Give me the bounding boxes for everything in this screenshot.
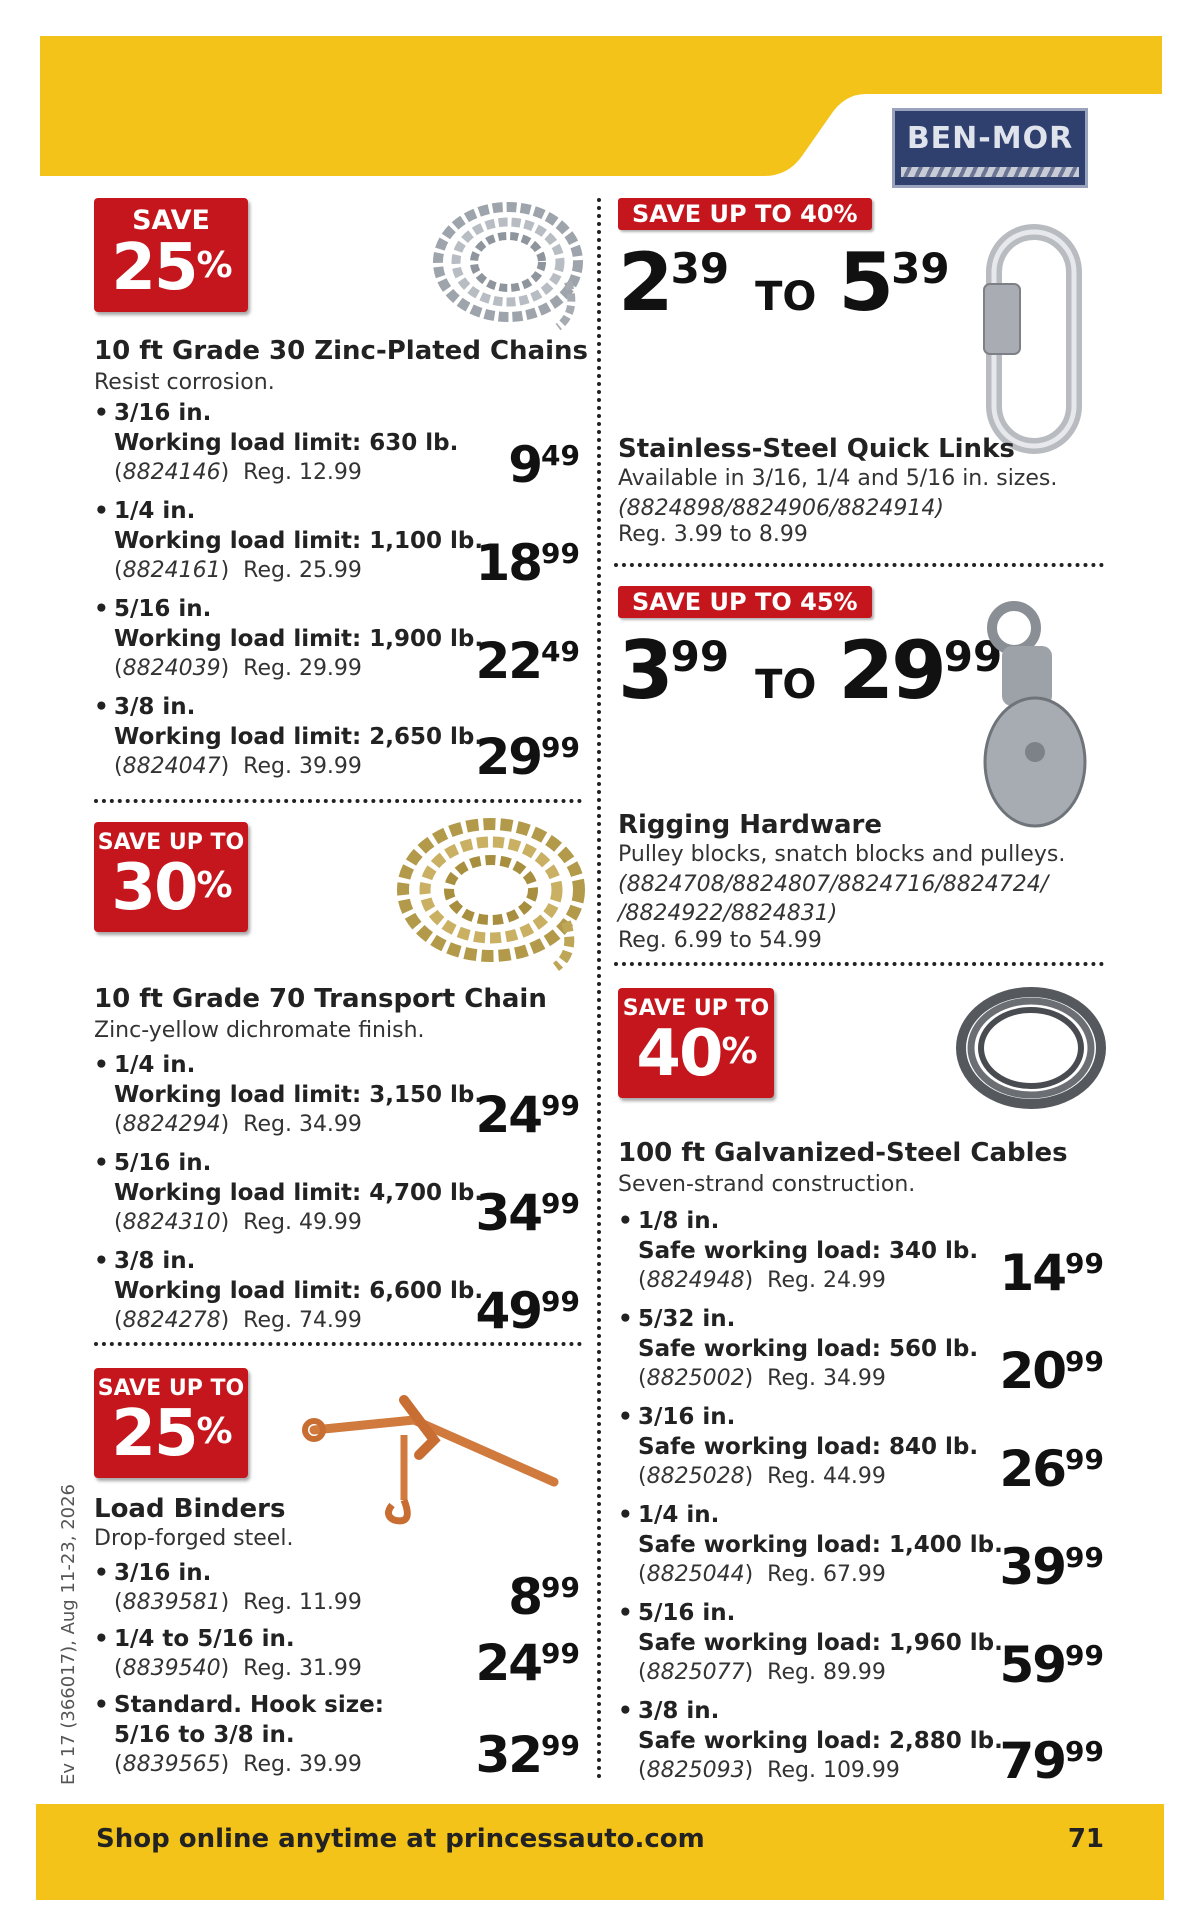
section-divider — [614, 563, 1104, 567]
save-ribbon: SAVE UP TO 45% — [618, 586, 872, 618]
save-badge: SAVE UP TO 30% — [94, 822, 248, 932]
product-skus: (8824708/8824807/8824716/8824724/ /8824922/8824831) — [618, 872, 1049, 926]
product-option: • 5/16 in. Safe working load: 1,960 lb. (8825077) Reg. 89.99 — [618, 1598, 1118, 1688]
price: 899 — [508, 1568, 580, 1626]
section-divider — [94, 1342, 582, 1346]
product-description: Resist corrosion. — [94, 370, 275, 395]
save-badge: SAVE 25% — [94, 198, 248, 312]
product-option: • 1/8 in. Safe working load: 340 lb. (8824948) Reg. 24.99 — [618, 1206, 1118, 1296]
zinc-chain-image — [428, 192, 588, 336]
cable-coil-image — [956, 986, 1106, 1114]
price: 1899 — [475, 534, 580, 592]
price: 7999 — [999, 1732, 1104, 1790]
product-option: • 3/8 in. Working load limit: 6,600 lb. (8824278) Reg. 74.99 — [94, 1246, 594, 1336]
product-option: • 1/4 in. Safe working load: 1,400 lb. (8825044) Reg. 67.99 — [618, 1500, 1118, 1590]
product-title: 10 ft Grade 70 Transport Chain — [94, 984, 547, 1014]
section-divider — [94, 799, 582, 803]
product-description: Seven-strand construction. — [618, 1172, 916, 1197]
price: 2499 — [475, 1086, 580, 1144]
price: 3499 — [475, 1184, 580, 1242]
product-description: Drop-forged steel. — [94, 1526, 294, 1551]
product-description: Available in 3/16, 1/4 and 5/16 in. sizes. — [618, 466, 1058, 491]
product-option: • 1/4 to 5/16 in. (8839540) Reg. 31.99 — [94, 1624, 594, 1684]
product-skus: (8824898/8824906/8824914) — [618, 496, 944, 521]
ben-mor-logo: BEN-MOR — [892, 108, 1088, 188]
product-description: Pulley blocks, snatch blocks and pulleys. — [618, 842, 1066, 867]
product-option: • Standard. Hook size: 5/16 to 3/8 in. (8839565) Reg. 39.99 — [94, 1690, 594, 1780]
regular-price: Reg. 6.99 to 54.99 — [618, 928, 822, 953]
product-option: • 5/16 in. Working load limit: 4,700 lb. (8824310) Reg. 49.99 — [94, 1148, 594, 1238]
product-option: • 3/16 in. Working load limit: 630 lb. (8824146) Reg. 12.99 — [94, 398, 594, 488]
save-badge: SAVE UP TO 25% — [94, 1368, 248, 1478]
product-title: 100 ft Galvanized-Steel Cables — [618, 1138, 1068, 1168]
product-option: • 3/8 in. Safe working load: 2,880 lb. (8825093) Reg. 109.99 — [618, 1696, 1118, 1786]
product-option: • 5/16 in. Working load limit: 1,900 lb. (8824039) Reg. 29.99 — [94, 594, 594, 684]
price: 2699 — [999, 1440, 1104, 1498]
load-binder-image — [294, 1380, 574, 1534]
quick-link-image — [980, 224, 1090, 458]
section-divider — [614, 962, 1104, 966]
price: 3999 — [999, 1538, 1104, 1596]
price: 1499 — [999, 1244, 1104, 1302]
price: 5999 — [999, 1636, 1104, 1694]
edition-code: Ev 17 (366017), Aug 11-23, 2026 — [58, 1484, 79, 1785]
page-number: 71 — [1067, 1824, 1104, 1854]
product-option: • 3/8 in. Working load limit: 2,650 lb. (8824047) Reg. 39.99 — [94, 692, 594, 782]
price: 3299 — [475, 1726, 580, 1784]
price: 2999 — [475, 728, 580, 786]
regular-price: Reg. 3.99 to 8.99 — [618, 522, 808, 547]
price: 2249 — [475, 632, 580, 690]
footer-bar — [36, 1804, 1164, 1900]
column-divider — [597, 198, 601, 1780]
price: 2099 — [999, 1342, 1104, 1400]
product-title: Load Binders — [94, 1494, 286, 1524]
transport-chain-image — [396, 812, 586, 976]
product-option: • 3/16 in. Safe working load: 840 lb. (8825028) Reg. 44.99 — [618, 1402, 1118, 1492]
price-range: 239TO 539 — [618, 236, 950, 329]
product-description: Zinc-yellow dichromate finish. — [94, 1018, 425, 1043]
pulley-block-image — [980, 592, 1090, 836]
save-ribbon: SAVE UP TO 40% — [618, 198, 872, 230]
save-badge: SAVE UP TO 40% — [618, 988, 774, 1098]
price: 4999 — [475, 1282, 580, 1340]
product-title: Rigging Hardware — [618, 810, 882, 840]
price-range: 399TO 2999 — [618, 624, 1003, 717]
product-title: 10 ft Grade 30 Zinc-Plated Chains — [94, 336, 589, 366]
product-title: Stainless-Steel Quick Links — [618, 434, 1015, 464]
product-option: • 1/4 in. Working load limit: 3,150 lb. (8824294) Reg. 34.99 — [94, 1050, 594, 1140]
price: 949 — [508, 436, 580, 494]
price: 2499 — [475, 1634, 580, 1692]
product-option: • 1/4 in. Working load limit: 1,100 lb. (8824161) Reg. 25.99 — [94, 496, 594, 586]
footer-website-link[interactable]: Shop online anytime at princessauto.com — [96, 1824, 705, 1854]
product-option: • 3/16 in. (8839581) Reg. 11.99 — [94, 1558, 594, 1618]
product-option: • 5/32 in. Safe working load: 560 lb. (8825002) Reg. 34.99 — [618, 1304, 1118, 1394]
